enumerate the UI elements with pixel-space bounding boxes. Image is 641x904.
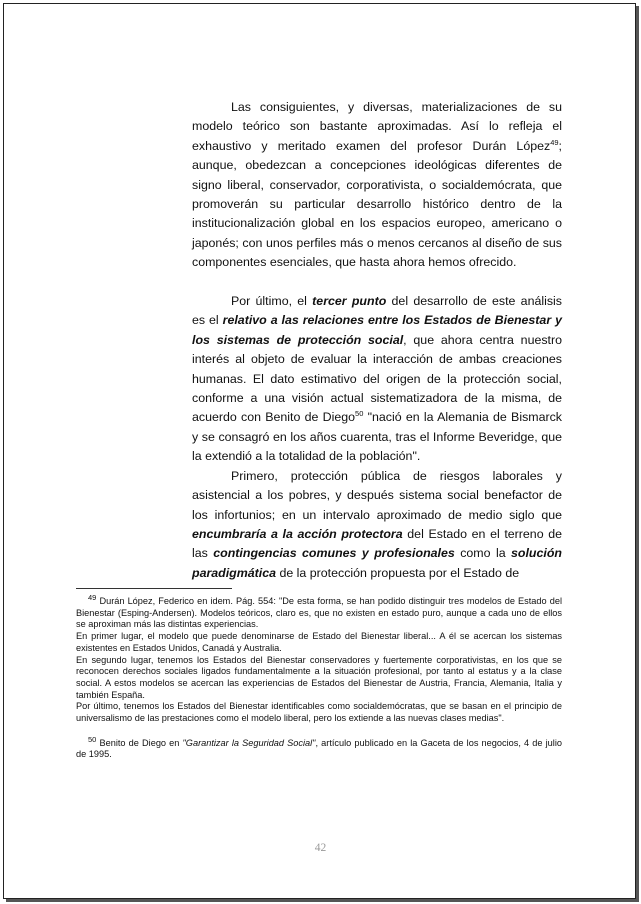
footnote-50-text-1: Benito de Diego en: [96, 737, 183, 748]
footnote-49-text-3: En segundo lugar, tenemos los Estados del Bienestar conservadores y fuertemente corporativistas, en los que se reconocen derechos sociales ligados fundamentalmente a la situación profesional, por tanto al estatus y a la clase social. A estos modelos se acercan las experiencias de Estados del Bienestar de Austria, Francia, Alemania, Italia y también España.: [76, 654, 562, 700]
footnote-50-title: "Garantizar la Seguridad Social": [182, 737, 316, 748]
footnote-50-text-2: , artículo publicado en la Gaceta de los negocios, 4 de julio de 1995.: [76, 737, 562, 760]
footnote-ref-49: 49: [550, 137, 559, 147]
footnote-50-number: 50: [88, 734, 97, 744]
paragraph-1-rest: ; aunque, obedezcan a concepciones ideológicas diferentes de signo liberal, conservador, corporativista, o socialdemócrata, que promoverán su particular desarrollo histórico dentro de la institucionalización global en los espacios europeo, americano o japonés; con unos perfiles más o menos cercanos al diseño de sus componentes esenciales, que hasta ahora hemos ofrecido.: [192, 138, 562, 270]
paragraph-2: [192, 292, 562, 467]
footnote-49-text-1: Durán López, Federico en idem. Pág. 554: "De esta forma, se han podido distinguir tres modelos de Estado del Bienestar (Esping-Andersen). Modelos teóricos, claro es, que no existen en estado puro, aunque a cada uno de ellos se aproximan más las distintas experiencias.: [76, 596, 562, 630]
emphasis-tercer-punto: tercer punto: [312, 294, 387, 309]
paragraph-3-text-3: como la: [454, 546, 512, 561]
paragraph-3: [192, 467, 562, 583]
paragraph-3-text-4: de la protección propuesta por el Estado de: [276, 565, 520, 580]
footnote-49: [76, 592, 562, 631]
footnote-49-text-2: En primer lugar, el modelo que puede denominarse de Estado del Bienestar liberal... A él se acercan los sistemas existentes en Estados Unidos, Canadá y Australia.: [76, 631, 562, 653]
footnotes: [76, 592, 562, 761]
paragraph-3-text-1: Primero, protección pública de riesgos laborales y asistencial a los pobres, y después sistema social benefactor de los infortunios; en un intervalo aproximado de medio siglo que: [192, 468, 562, 522]
emphasis-relaciones: relativo a las relaciones entre los Estados de Bienestar y los sistemas de protección social: [192, 313, 562, 347]
emphasis-solucion: solución paradigmática: [192, 546, 562, 580]
paragraph-2-text-2: del desarrollo de este análisis es el: [192, 294, 562, 328]
paragraph-2-text-4: "nació en la Alemania de Bismarck y se consagró en los años cuarenta, tras el Informe Beveridge, que la extendió a la totalidad de la población".: [192, 410, 562, 464]
page-number: 42: [314, 842, 327, 854]
footnote-separator: [76, 588, 232, 589]
paragraph-3-text-2: del Estado en el terreno de las: [192, 526, 563, 561]
paragraph-1: [192, 98, 562, 273]
footnote-49-text-4: Por último, tenemos los Estados del Bienestar identificables como socialdemócratas, que se basan en el principio de universalismo de las prestaciones como el modelo liberal, pero los extiende a las nuevas clases medias".: [76, 701, 562, 724]
paragraph-2-text-1: Por último, el: [231, 294, 313, 309]
footnote-50: [76, 734, 562, 761]
footnote-ref-50: 50: [355, 409, 364, 419]
footnote-49-number: 49: [88, 592, 97, 602]
paragraph-1-text: Las consiguientes, y diversas, materializaciones de su modelo teórico son bastante aproximadas. Así lo refleja el exhaustivo y meritado examen del profesor Durán López: [192, 100, 562, 153]
emphasis-contingencias: contingencias comunes y profesionales: [213, 546, 455, 561]
emphasis-accion-protectora: encumbraría a la acción protectora: [192, 526, 403, 541]
paragraph-2-text-3: , que ahora centra nuestro interés al objeto de evaluar la interacción de ambas creaciones humanas. El dato estimativo del origen de la protección social, conforme a una visión actual sistematizadora de la misma, de acuerdo con Benito de Diego: [192, 332, 563, 425]
main-text: [192, 98, 562, 583]
